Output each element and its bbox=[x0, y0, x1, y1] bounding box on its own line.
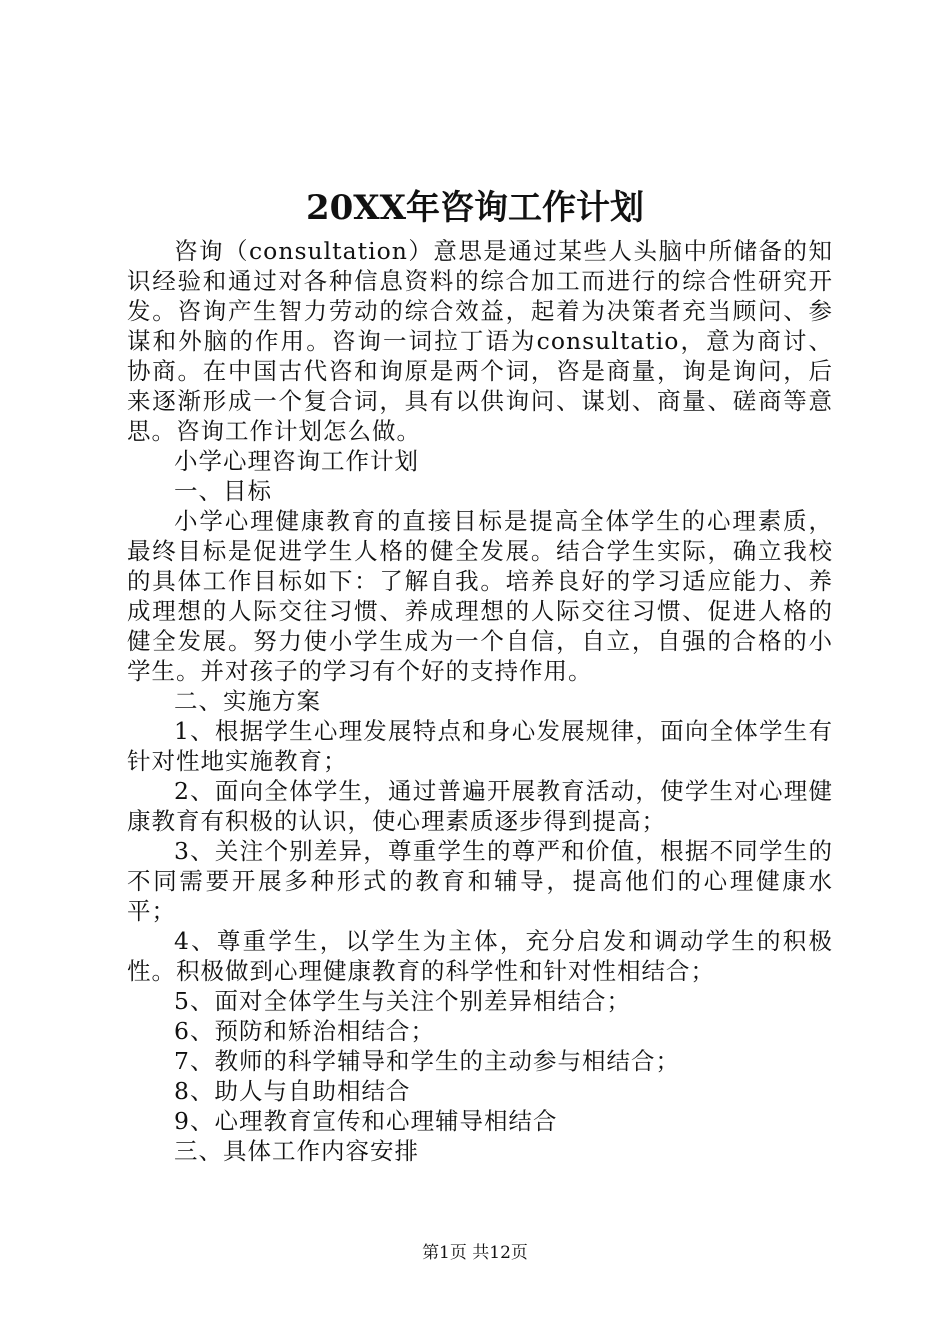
list-item: 9、心理教育宣传和心理辅导相结合 bbox=[174, 1107, 558, 1135]
section-heading-implementation: 二、实施方案 bbox=[174, 687, 321, 715]
list-item: 8、助人与自助相结合 bbox=[174, 1077, 411, 1105]
section-heading-plan: 小学心理咨询工作计划 bbox=[174, 447, 419, 475]
paragraph-intro: 咨询（consultation）意思是通过某些人头脑中所储备的知识经验和通过对各种信息资料的综合加工而进行的综合性研究开发。咨询产生智力劳动的综合效益，起着为决策者充当顾问、参谋和外脑的作用。咨询一词拉丁语为consultatio，意为商讨、协商。在中国古代咨和询原是两个词，咨是商量，询是询问，后来逐渐形成一个复合词，具有以供询问、谋划、商量、磋商等意思。咨询工作计划怎么做。 bbox=[127, 237, 833, 445]
list-item: 4、尊重学生，以学生为主体，充分启发和调动学生的积极性。积极做到心理健康教育的科学性和针对性相结合； bbox=[127, 927, 833, 985]
paragraph-goals: 小学心理健康教育的直接目标是提高全体学生的心理素质，最终目标是促进学生人格的健全发展。结合学生实际，确立我校的具体工作目标如下：了解自我。培养良好的学习适应能力、养成理想的人际交往习惯、养成理想的人际交往习惯、促进人格的健全发展。努力使小学生成为一个自信，自立，自强的合格的小学生。并对孩子的学习有个好的支持作用。 bbox=[127, 507, 833, 685]
document-body bbox=[127, 236, 833, 1166]
list-item: 6、预防和矫治相结合； bbox=[174, 1017, 435, 1045]
list-item: 7、教师的科学辅导和学生的主动参与相结合； bbox=[174, 1047, 680, 1075]
section-heading-schedule: 三、具体工作内容安排 bbox=[174, 1137, 419, 1165]
list-item: 5、面对全体学生与关注个别差异相结合； bbox=[174, 987, 631, 1015]
section-heading-goals: 一、目标 bbox=[174, 477, 272, 505]
document-title: 20XX年咨询工作计划 bbox=[305, 188, 645, 228]
page-number-footer: 第1页 共12页 bbox=[422, 1243, 528, 1263]
list-item: 2、面向全体学生，通过普遍开展教育活动，使学生对心理健康教育有积极的认识，使心理素质逐步得到提高； bbox=[127, 777, 833, 835]
list-item: 1、根据学生心理发展特点和身心发展规律，面向全体学生有针对性地实施教育； bbox=[127, 717, 833, 775]
list-item: 3、关注个别差异，尊重学生的尊严和价值，根据不同学生的不同需要开展多种形式的教育和辅导，提高他们的心理健康水平； bbox=[127, 837, 833, 925]
